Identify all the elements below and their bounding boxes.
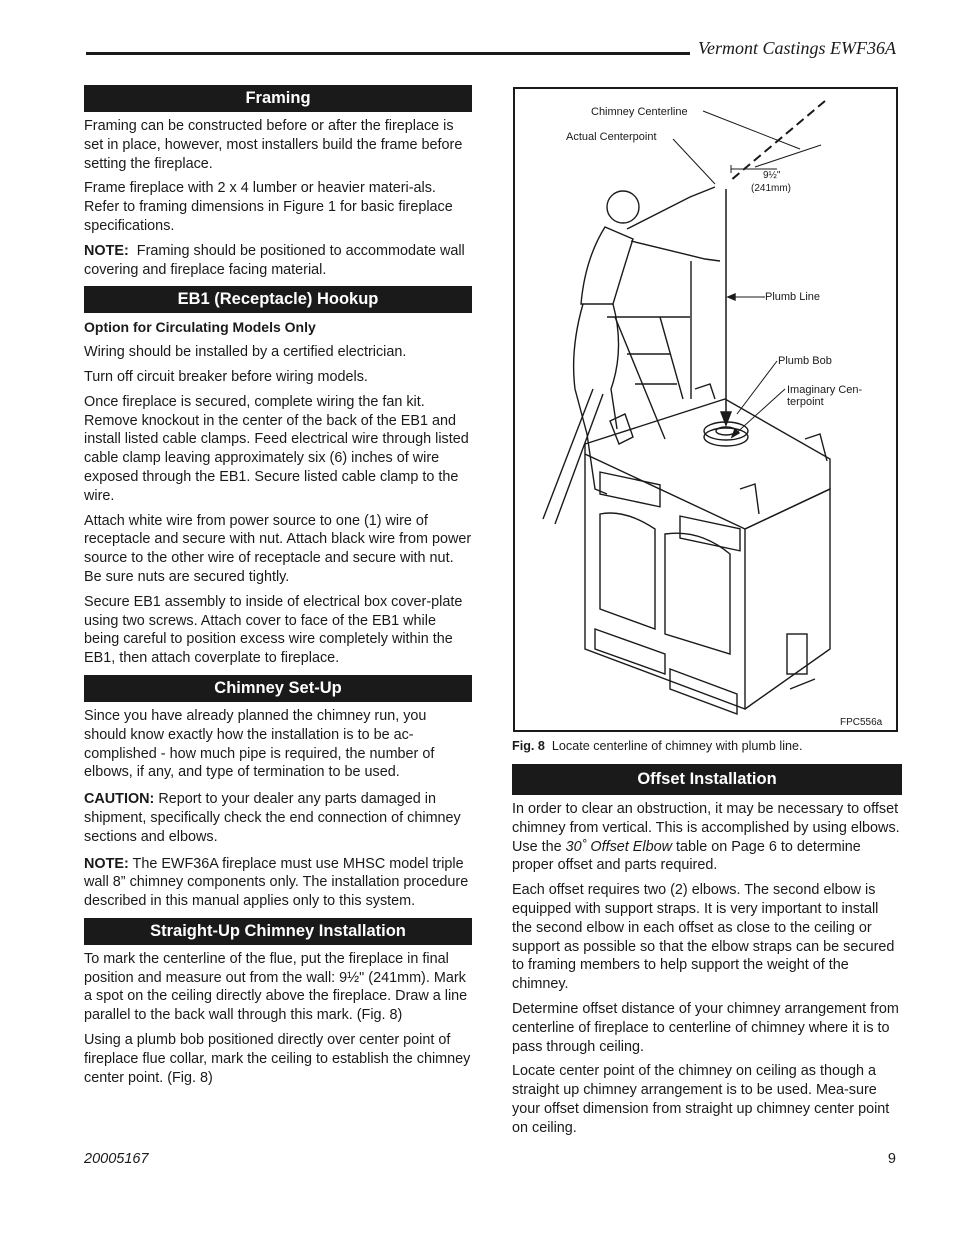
caution-paragraph bbox=[84, 790, 472, 846]
section-heading-framing: Framing bbox=[84, 85, 472, 112]
right-column bbox=[512, 764, 902, 1144]
paragraph: Secure EB1 assembly to inside of electrical box cover-plate using two screws. Attach cover to face of the EB1 while being careful to position excess wire completely within the EB1, then attach coverplate to fireplace. bbox=[84, 593, 463, 667]
text-run: table on Page 6 to determine proper offset and parts required. bbox=[512, 838, 861, 874]
left-column bbox=[84, 85, 472, 1093]
label-dimension-inches: 9½" bbox=[763, 170, 781, 181]
page-number: 9 bbox=[887, 1151, 896, 1167]
note-text: Framing should be positioned to accommodate wall covering and fireplace facing material. bbox=[84, 242, 465, 278]
paragraph bbox=[512, 800, 902, 875]
paragraph: Determine offset distance of your chimney arrangement from centerline of fireplace to centerline of chimney where it is to pass through ceiling. bbox=[512, 1000, 899, 1055]
note-label: NOTE: bbox=[84, 855, 129, 872]
paragraph: Using a plumb bob positioned directly over center point of fireplace flue collar, mark the ceiling to establish the chimney center point. (Fig. 8) bbox=[84, 1032, 471, 1086]
paragraph: Each offset requires two (2) elbows. The second elbow is equipped with support straps. It is very important to install the second elbow in each offset as close to the ceiling or support as possible so that the elbow straps can be secured to framing members to help support the weight of the chimney. bbox=[512, 882, 895, 993]
figure-caption-label: Fig. 8 bbox=[512, 739, 545, 753]
text-run: In order to clear an obstruction, it may be necessary to offset chimney from vertical. This is accomplished by using elbows. Use the bbox=[512, 801, 900, 855]
figure-caption bbox=[512, 739, 803, 753]
label-plumb-bob: Plumb Bob bbox=[778, 355, 832, 367]
paragraph: Locate center point of the chimney on ceiling as though a straight up chimney arrangement is to be used. Mea-sure your offset dimension from straight up chimney center point on ceiling. bbox=[512, 1063, 890, 1136]
paragraph: To mark the centerline of the flue, put the fireplace in final position and measure out from the wall: 9½" (241mm). Mark a spot on the ceiling directly above the fireplace. Draw a line parallel to the back wall through this mark. (Fig. 8) bbox=[84, 950, 468, 1024]
label-actual-centerpoint: Actual Centerpoint bbox=[566, 131, 657, 143]
caution-text: Report to your dealer any parts damaged in shipment, specifically check the end connection of chimney sections and elbows. bbox=[84, 791, 461, 845]
header-rule bbox=[86, 52, 690, 55]
subheading: Option for Circulating Models Only bbox=[84, 319, 316, 336]
paragraph: Once fireplace is secured, complete wiring the fan kit. Remove knockout in the center of the back of the EB1 and install listed cable clamps. Feed electrical wire through listed cable clamp leaving approximately six (6) inches of wire exposed through the EB1. Secure listed cable clamp to the wire. bbox=[84, 393, 469, 504]
paragraph: Turn off circuit breaker before wiring models. bbox=[84, 368, 368, 385]
doc-number: 20005167 bbox=[84, 1151, 149, 1167]
section-heading-eb1: EB1 (Receptacle) Hookup bbox=[84, 286, 472, 313]
paragraph: Since you have already planned the chimney run, you should know exactly how the installation is to be ac-complished - how much pipe is required, the number of elbows, if any, and type of termination to be used. bbox=[84, 707, 435, 781]
note-paragraph bbox=[84, 855, 472, 911]
emphasis-text: 30˚ Offset Elbow bbox=[565, 838, 672, 855]
note-text: The EWF36A fireplace must use MHSC model triple wall 8” chimney components only. The installation procedure described in this manual applies only to this system. bbox=[84, 855, 469, 910]
running-head: Vermont Castings EWF36A bbox=[698, 38, 896, 58]
label-imaginary-centerpoint-line2: terpoint bbox=[787, 396, 824, 408]
caution-label: CAUTION: bbox=[84, 791, 155, 808]
paragraph: Frame fireplace with 2 x 4 lumber or heavier materi-als. Refer to framing dimensions in Figure 1 for basic fireplace specifications. bbox=[84, 180, 453, 234]
figure-code: FPC556a bbox=[840, 717, 883, 728]
note-label: NOTE: bbox=[84, 242, 129, 259]
label-dimension-mm: (241mm) bbox=[751, 183, 792, 194]
paragraph: Framing can be constructed before or after the fireplace is set in place, however, most installers build the frame before setting the fireplace. bbox=[84, 118, 463, 172]
figure-caption-text: Locate centerline of chimney with plumb line. bbox=[551, 739, 803, 753]
figure-8 bbox=[513, 87, 898, 732]
installation-illustration bbox=[515, 89, 896, 730]
section-heading-straight-up: Straight-Up Chimney Installation bbox=[84, 918, 472, 945]
label-plumb-line: Plumb Line bbox=[765, 291, 821, 303]
section-heading-offset: Offset Installation bbox=[512, 764, 902, 795]
label-chimney-centerline: Chimney Centerline bbox=[591, 106, 688, 118]
note-paragraph bbox=[84, 242, 472, 280]
paragraph: Wiring should be installed by a certified electrician. bbox=[84, 344, 407, 361]
label-imaginary-centerpoint-line1: Imaginary Cen- bbox=[787, 384, 863, 396]
paragraph: Attach white wire from power source to one (1) wire of receptacle and secure with nut. Attach black wire from power source to the other wire of receptacle and secure with nut. Be sure nuts are secured tightly. bbox=[84, 512, 472, 585]
section-heading-chimney-setup: Chimney Set-Up bbox=[84, 675, 472, 702]
